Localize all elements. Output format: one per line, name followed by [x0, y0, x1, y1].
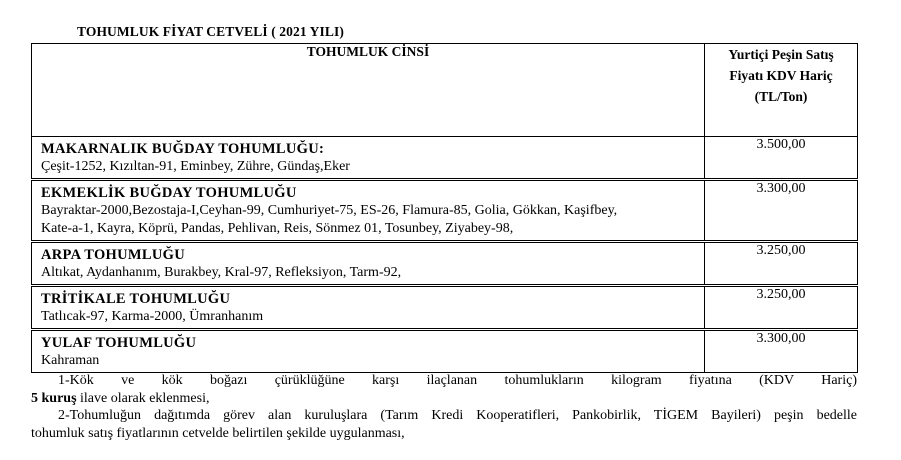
seed-varieties: Altıkat, Aydanhanım, Burakbey, Kral-97, Refleksiyon, Tarm-92,	[41, 265, 402, 280]
seed-title: ARPA TOHUMLUĞU	[41, 247, 185, 263]
seed-varieties: Tatlıcak-97, Karma-2000, Ümranhanım	[41, 309, 264, 324]
footnotes	[31, 372, 857, 442]
seed-price-table	[31, 43, 858, 373]
seed-varieties: Kate-a-1, Kayra, Köprü, Pandas, Pehlivan, Reis, Sönmez 01, Tosunbey, Ziyabey-98,	[41, 221, 514, 236]
header-seed-type: TOHUMLUK CİNSİ	[32, 44, 705, 137]
seed-varieties: Kahraman	[41, 353, 100, 368]
note-2-line-1: 2-Tohumluğun dağıtımda görev alan kuruluşlara (Tarım Kredi Kooperatifleri, Pankobirlik, TİGEM Bayileri) peşin bedelle	[58, 408, 857, 423]
header-price-line: Yurtiçi Peşin Satış	[728, 47, 834, 62]
header-price	[705, 44, 858, 137]
seed-varieties: Bayraktar-2000,Bezostaja-I,Ceyhan-99, Cumhuriyet-75, ES-26, Flamura-85, Golia, Gökkan, Kaşifbey,	[41, 203, 618, 218]
table-row	[32, 330, 858, 373]
seed-type-cell	[32, 180, 705, 242]
note-1-line-2	[31, 390, 857, 408]
note-2-line-2: tohumluk satış fiyatlarının cetvelde belirtilen şekilde uygulanması,	[31, 425, 405, 441]
price-cell: 3.250,00	[705, 286, 858, 330]
header-price-line: Fiyatı KDV Hariç	[729, 68, 833, 83]
seed-type-cell	[32, 242, 705, 286]
seed-title: EKMEKLİK BUĞDAY TOHUMLUĞU	[41, 185, 297, 201]
table-row	[32, 242, 858, 286]
seed-title: YULAF TOHUMLUĞU	[41, 335, 197, 351]
note-1-bold-amount: 5 kuruş	[31, 390, 77, 406]
header-price-line: (TL/Ton)	[754, 89, 808, 104]
table-header-row	[32, 44, 858, 137]
price-cell: 3.250,00	[705, 242, 858, 286]
table-row	[32, 137, 858, 180]
seed-title: TRİTİKALE TOHUMLUĞU	[41, 291, 231, 307]
price-cell: 3.300,00	[705, 330, 858, 373]
document-title: TOHUMLUK FİYAT CETVELİ ( 2021 YILI)	[77, 24, 344, 39]
price-cell: 3.500,00	[705, 137, 858, 180]
table-row	[32, 286, 858, 330]
price-cell: 3.300,00	[705, 180, 858, 242]
table-row	[32, 180, 858, 242]
seed-type-cell	[32, 286, 705, 330]
note-1-line-1: 1-Kök ve kök boğazı çürüklüğüne karşı ilaçlanan tohumlukların kilogram fiyatına (KDV Hariç)	[58, 373, 857, 388]
seed-title: MAKARNALIK BUĞDAY TOHUMLUĞU:	[41, 141, 325, 157]
seed-varieties: Çeşit-1252, Kızıltan-91, Eminbey, Zühre, Gündaş,Eker	[41, 159, 350, 174]
note-1-line-2-text: ilave olarak eklenmesi,	[76, 390, 210, 406]
seed-type-cell	[32, 330, 705, 373]
seed-type-cell	[32, 137, 705, 180]
